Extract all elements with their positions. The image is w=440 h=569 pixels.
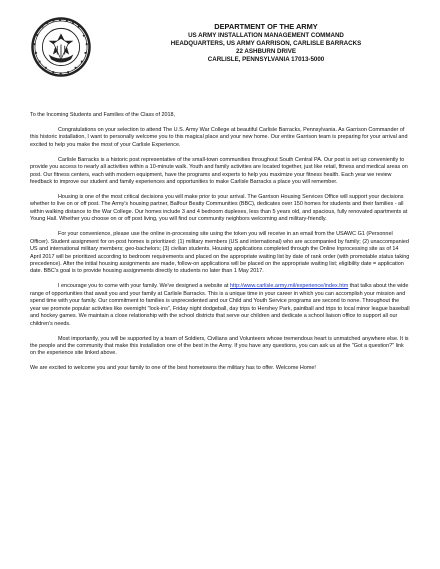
- paragraph-family-intro: I encourage you to come with your family. We've designed a website at: [58, 283, 230, 290]
- salutation: To the Incoming Students and Families of the Class of 2018,: [30, 112, 176, 118]
- paragraph-housing: Housing is one of the most critical decisions you will make prior to your arrival. The Garrison Housing Services Office will support your decisions whether to live on or off post. The Army's housing partner, Balfour Beatty Communities (BBC), dedicates over 150 homes for students and their families - all within walking distance to the War College. Our homes include 3 and 4 bedroom duplexes, less than 5 years old, and spacious, fully renovated apartments at Young Hall. Whether you choose on or off post living, you will find our community neighbors welcoming and military-friendly.: [30, 193, 408, 223]
- closing: We are excited to welcome you and your family to one of the best hometowns the military has to offer. Welcome Home!: [30, 365, 316, 372]
- department-of-defense-seal-icon: [30, 16, 92, 78]
- letterhead-department: DEPARTMENT OF THE ARMY: [214, 22, 318, 31]
- letterhead: [92, 22, 440, 64]
- experience-website-link[interactable]: http://www.carlisle.army.mil/experience/index.htm: [229, 283, 349, 290]
- paragraph-family: [30, 283, 410, 328]
- paragraph-inprocessing: For your convenience, please use the online in-processing site using the token you will receive in an email from the USAWC G1 (Personnel Officer). Student assignment for on-post homes is prioritized: (1) military members (US and international) who are accompanied by family; (2) unaccompanied US and international military members; geo-bachelors; (3) civilian students. Housing applications completed through the Online Inprocessing site as of 14 April 2017 will be prioritized according to bedroom requirements and placed on the appropriate waiting list by date of rank order (with promotable status taking precedence). After the initial housing assignments are made, follow-on applications will be placed on the appropriate waiting list; eligibility date = application date. BBC's goal is to provide housing assignments directly to students no later than 1 May 2017.: [30, 231, 410, 275]
- paragraph-support: Most importantly, you will be supported by a team of Soldiers, Civilians and Volunteers whose tremendous heart is unmatched anywhere else. It is the people and the community that make this installation one of the best in the Army. If you have any questions, you can ask us at the "Got a question?" link on the experience site linked above.: [30, 335, 409, 357]
- letterhead-street: 22 ASHBURN DRIVE: [236, 47, 296, 55]
- letterhead-headquarters: HEADQUARTERS, US ARMY GARRISON, CARLISLE BARRACKS: [170, 39, 362, 47]
- paragraph-post: Carlisle Barracks is a historic post representative of the small-town communities throughout South Central PA. Our post is set up conveniently to provide you access to nearly all activities within a 10-minute walk. Youth and family activities are located together, just like retail, fitness and medical areas on post. Our fitness centers, each with modern equipment, have the programs and experts to help you maximize your fitness health. Each year we review feedback to improve our student and family experiences and opportunities to make Carlisle Barracks a place you will remember.: [30, 156, 408, 186]
- letter-body: [30, 112, 410, 380]
- letterhead-city: CARLISLE, PENNSYLVANIA 17013-5000: [207, 56, 325, 64]
- letterhead-command: US ARMY INSTALLATION MANAGEMENT COMMAND: [188, 31, 344, 39]
- paragraph-welcome: Congratulations on your selection to attend The U.S. Army War College at beautiful Carlisle Barracks, Pennsylvania. As Garrison Commander of this historic installation, I want to personally welcome you to this magical place and your new home. Our entire Garrison team is preparing for your arrival and excited to help you make the most of your Carlisle Experience.: [30, 126, 408, 148]
- paragraph-family-rest: that talks about the wide range of opportunities that await you and your family at Carlisle Barracks. This is a unique time in your career in which you can accomplish your mission and spend time with your family. Our commitment to families is unprecedented and our Child and Youth Service programs are second to none. Throughout the year we promote popular activities like overnight "lock-ins", Friday night dodgeball, day trips to Hershey Park, paintball and trips to local minor league baseball and hockey games. We maintain a close relationship with the school districts that serve our children and dedicate a school liaison office to support all our children's needs.: [30, 283, 410, 327]
